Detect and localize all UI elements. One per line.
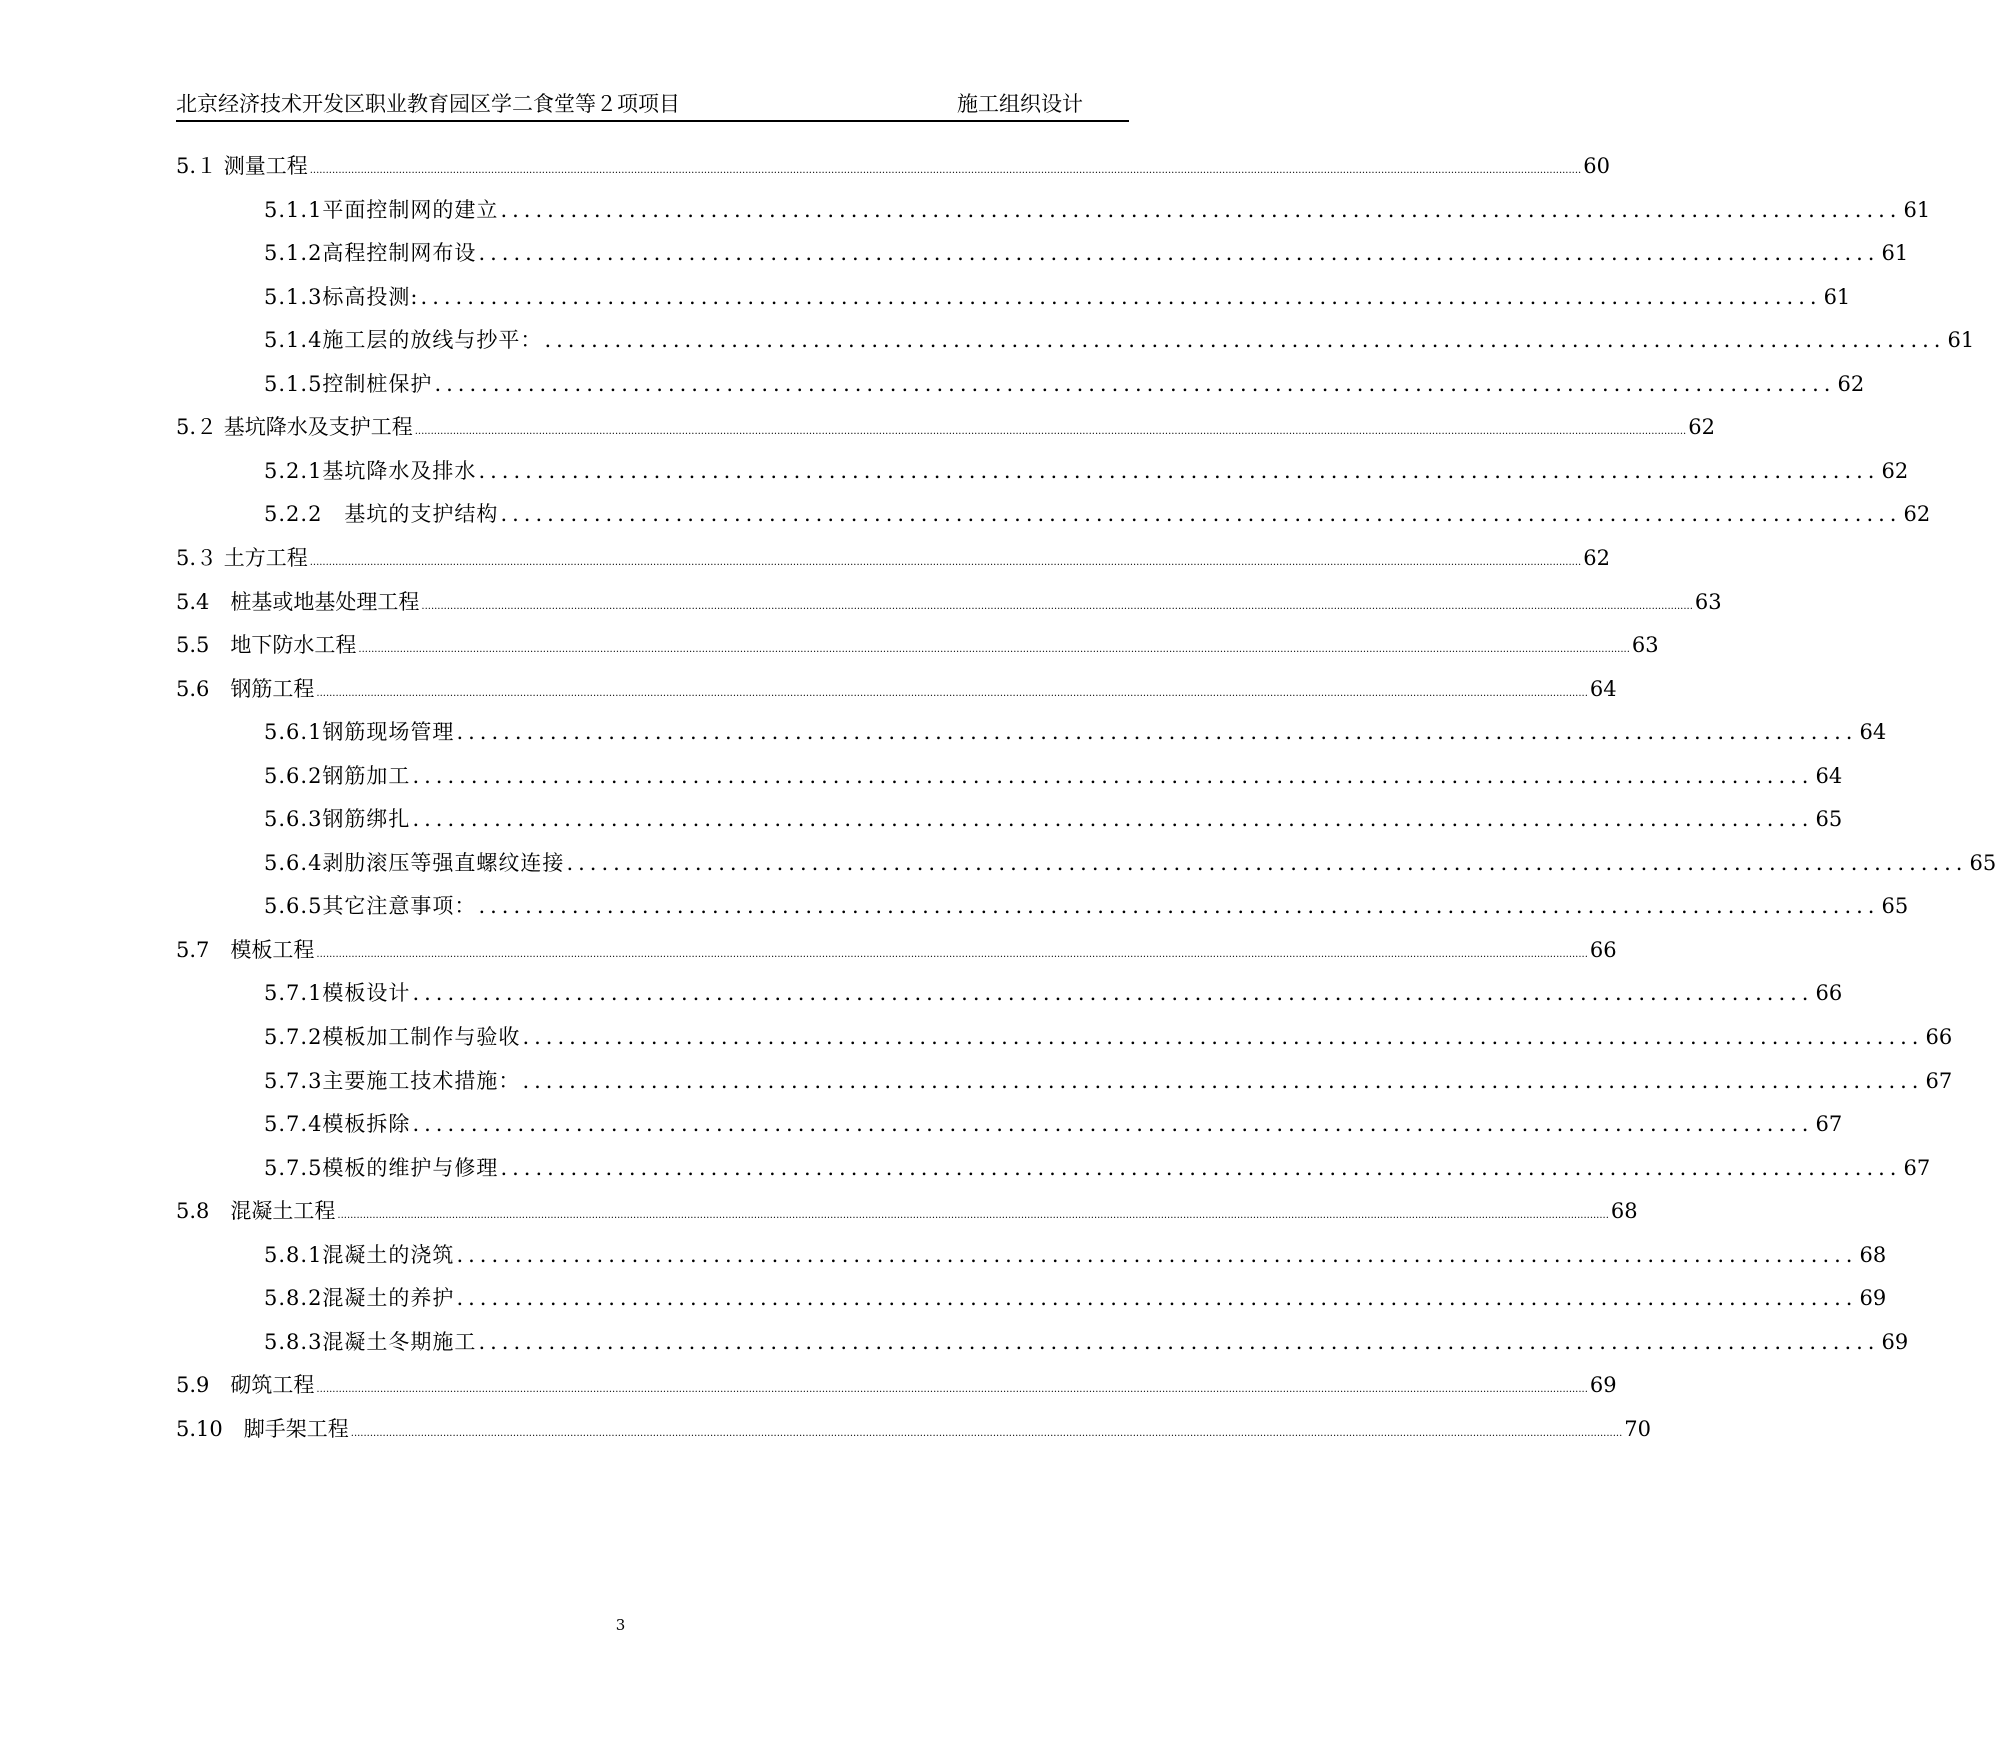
toc-entry-label: 5.4 桩基或地基处理工程: [176, 590, 420, 614]
toc-entry[interactable]: [264, 324, 1975, 358]
toc-dot-leader: ........................................................................................................................: [478, 459, 1880, 483]
toc-entry[interactable]: [264, 977, 1843, 1011]
toc-entry-page: 64: [1859, 720, 1887, 744]
toc-entry-label: 5.7 模板工程: [176, 938, 315, 962]
toc-entry-label: 5.6.3钢筋绑扎: [264, 807, 411, 831]
toc-dot-leader: ........................................................................................................................: [412, 807, 1814, 831]
toc-dot-leader: ................................................................................................................................................................................................................................................................................................................................................................................................................: [309, 557, 1582, 568]
toc-entry-label: 5.３ 土方工程: [176, 546, 308, 570]
toc-entry-page: 60: [1583, 154, 1610, 178]
toc-entry-page: 66: [1589, 938, 1617, 962]
toc-entry-label: 5.7.5模板的维护与修理: [264, 1156, 499, 1180]
toc-dot-leader: ........................................................................................................................: [412, 764, 1814, 788]
toc-entry-label: 5.1.1平面控制网的建立: [264, 198, 499, 222]
toc-entry-page: 61: [1823, 285, 1851, 309]
toc-entry-label: 5.8.1混凝土的浇筑: [264, 1243, 455, 1267]
toc-entry-page: 68: [1610, 1199, 1638, 1223]
toc-entry-page: 63: [1694, 590, 1722, 614]
toc-dot-leader: ........................................................................................................................: [544, 328, 1946, 352]
toc-entry[interactable]: [176, 586, 1722, 620]
toc-dot-leader: ........................................................................................................................: [478, 1330, 1880, 1354]
toc-entry-page: 63: [1631, 633, 1659, 657]
toc-entry[interactable]: [176, 1369, 1617, 1403]
toc-entry[interactable]: [264, 281, 1851, 315]
toc-entry[interactable]: [264, 716, 1887, 750]
toc-entry-label: 5.7.2模板加工制作与验收: [264, 1025, 521, 1049]
toc-entry[interactable]: [264, 847, 1996, 881]
toc-dot-leader: ................................................................................................................................................................................................................................................................................................................................................................................................................: [358, 644, 1630, 655]
toc-dot-leader: ........................................................................................................................: [412, 1112, 1814, 1136]
toc-entry[interactable]: [264, 194, 1931, 228]
toc-entry[interactable]: [176, 1413, 1651, 1447]
toc-dot-leader: ........................................................................................................................: [500, 198, 1902, 222]
toc-entry[interactable]: [264, 368, 1865, 402]
toc-entry-label: 5.5 地下防水工程: [176, 633, 357, 657]
toc-dot-leader: ........................................................................................................................: [522, 1069, 1924, 1093]
toc-dot-leader: ................................................................................................................................................................................................................................................................................................................................................................................................................: [316, 1384, 1588, 1395]
toc-entry-label: 5.1.3标高投测:: [264, 285, 419, 309]
toc-entry[interactable]: [264, 237, 1909, 271]
toc-entry-page: 62: [1881, 459, 1909, 483]
toc-entry-label: 5.２ 基坑降水及支护工程: [176, 415, 413, 439]
toc-entry[interactable]: [264, 890, 1909, 924]
toc-entry-page: 66: [1925, 1025, 1953, 1049]
toc-entry[interactable]: [264, 1065, 1953, 1099]
toc-entry-page: 70: [1624, 1417, 1651, 1441]
toc-dot-leader: ........................................................................................................................: [456, 1286, 1858, 1310]
toc-dot-leader: ........................................................................................................................: [500, 502, 1902, 526]
toc-entry[interactable]: [176, 150, 1610, 184]
toc-entry-page: 67: [1925, 1069, 1953, 1093]
toc-dot-leader: ........................................................................................................................: [500, 1156, 1902, 1180]
toc-entry-label: 5.8.2混凝土的养护: [264, 1286, 455, 1310]
toc-dot-leader: ........................................................................................................................: [566, 851, 1968, 875]
toc-dot-leader: ................................................................................................................................................................................................................................................................................................................................................................................................................: [316, 688, 1588, 699]
toc-entry-label: 5.6.1钢筋现场管理: [264, 720, 455, 744]
toc-entry[interactable]: [264, 1108, 1843, 1142]
toc-entry[interactable]: [264, 1239, 1887, 1273]
toc-entry[interactable]: [176, 542, 1610, 576]
toc-entry-page: 62: [1583, 546, 1610, 570]
toc-entry-page: 69: [1881, 1330, 1909, 1354]
toc-entry-page: 61: [1903, 198, 1931, 222]
toc-entry[interactable]: [264, 1152, 1931, 1186]
toc-dot-leader: ................................................................................................................................................................................................................................................................................................................................................................................................................: [316, 949, 1588, 960]
toc-entry-page: 62: [1688, 415, 1715, 439]
toc-entry[interactable]: [264, 498, 1931, 532]
toc-dot-leader: ........................................................................................................................: [434, 372, 1836, 396]
toc-dot-leader: ................................................................................................................................................................................................................................................................................................................................................................................................................: [414, 426, 1687, 437]
toc-dot-leader: ................................................................................................................................................................................................................................................................................................................................................................................................................: [421, 601, 1693, 612]
toc-dot-leader: ........................................................................................................................: [456, 1243, 1858, 1267]
toc-entry[interactable]: [264, 803, 1843, 837]
toc-entry-page: 69: [1859, 1286, 1887, 1310]
toc-entry-label: 5.10 脚手架工程: [176, 1417, 349, 1441]
toc-entry-label: 5.7.3主要施工技术措施：: [264, 1069, 521, 1093]
toc-entry[interactable]: [176, 411, 1715, 445]
toc-entry-page: 65: [1969, 851, 1996, 875]
toc-entry-label: 5.１ 测量工程: [176, 154, 308, 178]
toc-entry-page: 64: [1589, 677, 1617, 701]
toc-dot-leader: ................................................................................................................................................................................................................................................................................................................................................................................................................: [350, 1428, 1623, 1439]
toc-entry-label: 5.1.4施工层的放线与抄平：: [264, 328, 543, 352]
toc-entry-page: 69: [1589, 1373, 1617, 1397]
toc-dot-leader: ................................................................................................................................................................................................................................................................................................................................................................................................................: [337, 1210, 1609, 1221]
toc-entry-label: 5.6.5其它注意事项：: [264, 894, 477, 918]
toc-dot-leader: ........................................................................................................................: [522, 1025, 1924, 1049]
document-type: 施工组织设计: [957, 92, 1083, 116]
toc-entry-page: 64: [1815, 764, 1843, 788]
toc-dot-leader: ........................................................................................................................: [412, 981, 1814, 1005]
toc-entry-label: 5.7.4模板拆除: [264, 1112, 411, 1136]
toc-dot-leader: ........................................................................................................................: [478, 241, 1880, 265]
toc-entry[interactable]: [176, 1195, 1638, 1229]
toc-entry-label: 5.8 混凝土工程: [176, 1199, 336, 1223]
toc-entry[interactable]: [264, 1021, 1953, 1055]
toc-entry[interactable]: [264, 455, 1909, 489]
toc-entry-page: 68: [1859, 1243, 1887, 1267]
toc-entry[interactable]: [264, 760, 1843, 794]
toc-entry-label: 5.1.2高程控制网布设: [264, 241, 477, 265]
toc-entry[interactable]: [176, 934, 1617, 968]
toc-entry-label: 5.7.1模板设计: [264, 981, 411, 1005]
toc-entry[interactable]: [176, 673, 1617, 707]
toc-entry-page: 67: [1903, 1156, 1931, 1180]
toc-entry-label: 5.6.4剥肋滚压等强直螺纹连接: [264, 851, 565, 875]
toc-dot-leader: ................................................................................................................................................................................................................................................................................................................................................................................................................: [309, 165, 1582, 176]
toc-entry-page: 62: [1837, 372, 1865, 396]
toc-entry-page: 66: [1815, 981, 1843, 1005]
toc-entry-label: 5.2.2 基坑的支护结构: [264, 502, 499, 526]
toc-entry-page: 67: [1815, 1112, 1843, 1136]
toc-entry[interactable]: [176, 629, 1659, 663]
page-number: 3: [615, 1616, 626, 1634]
toc-entry-label: 5.6 钢筋工程: [176, 677, 315, 701]
toc-entry-page: 62: [1903, 502, 1931, 526]
toc-entry-label: 5.1.5控制桩保护: [264, 372, 433, 396]
toc-dot-leader: ........................................................................................................................: [456, 720, 1858, 744]
toc-dot-leader: ........................................................................................................................: [478, 894, 1880, 918]
document-title: 北京经济技术开发区职业教育园区学二食堂等２项项目: [176, 92, 680, 116]
toc-entry-label: 5.9 砌筑工程: [176, 1373, 315, 1397]
toc-dot-leader: ........................................................................................................................: [420, 285, 1822, 309]
toc-entry-page: 65: [1815, 807, 1843, 831]
toc-entry-label: 5.2.1基坑降水及排水: [264, 459, 477, 483]
toc-entry[interactable]: [264, 1326, 1909, 1360]
toc-entry[interactable]: [264, 1282, 1887, 1316]
toc-entry-label: 5.6.2钢筋加工: [264, 764, 411, 788]
toc-entry-label: 5.8.3混凝土冬期施工: [264, 1330, 477, 1354]
toc-entry-page: 61: [1881, 241, 1909, 265]
toc-entry-page: 61: [1947, 328, 1975, 352]
toc-entry-page: 65: [1881, 894, 1909, 918]
